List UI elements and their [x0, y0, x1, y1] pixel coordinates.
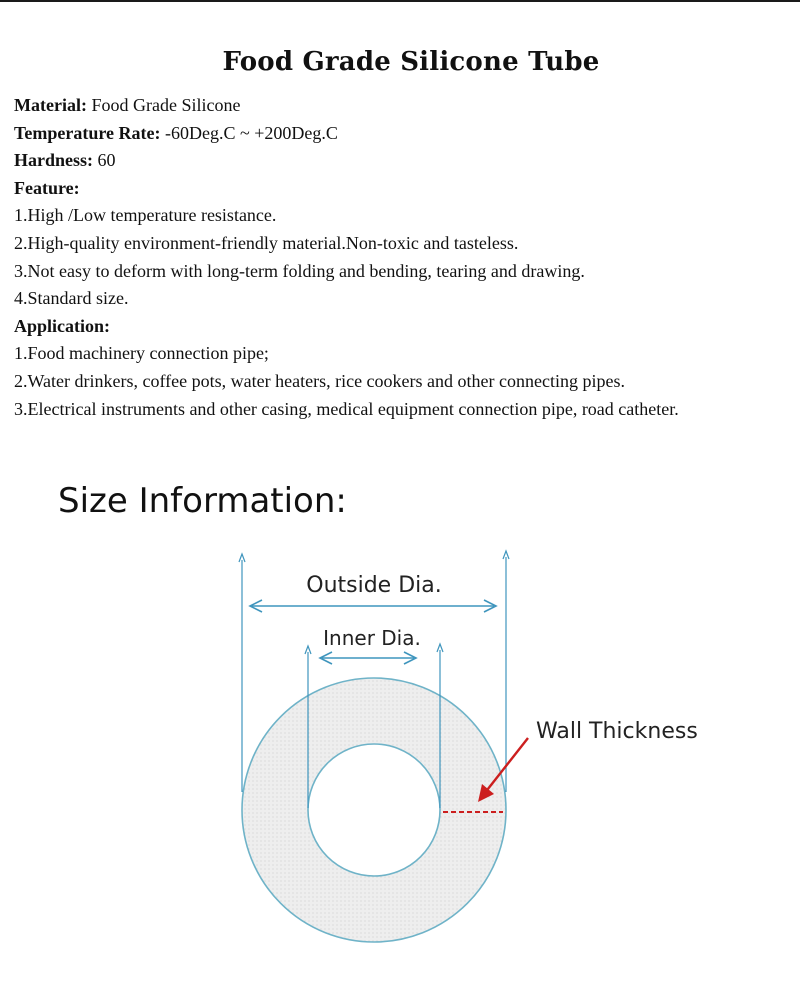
outside-dia-label: Outside Dia.	[306, 573, 442, 598]
wall-thickness-label: Wall Thickness	[536, 719, 698, 744]
spec-material-label: Material:	[14, 95, 87, 115]
application-item: 2.Water drinkers, coffee pots, water heaters, rice cookers and other connecting pipes.	[14, 370, 625, 391]
feature-item: 4.Standard size.	[14, 288, 129, 309]
feature-item: 3.Not easy to deform with long-term folding and bending, tearing and drawing.	[14, 260, 585, 281]
spec-material-value: Food Grade Silicone	[86, 95, 241, 115]
spec-hardness-value: 60	[93, 150, 116, 171]
feature-item: 2.High-quality environment-friendly material.Non-toxic and tasteless.	[14, 232, 519, 253]
spec-temperature-value: -60Deg.C ~ +200Deg.C	[160, 122, 338, 143]
feature-item: 1.High /Low temperature resistance.	[14, 205, 277, 226]
outside-dia-dimension	[250, 600, 496, 612]
application-item: 3.Electrical instruments and other casing, medical equipment connection pipe, road catheter.	[14, 398, 679, 419]
page-title: Food Grade Silicone Tube	[222, 47, 600, 77]
feature-heading: Feature:	[14, 177, 80, 198]
spec-hardness-label: Hardness:	[14, 150, 94, 171]
size-information-heading: Size Information:	[58, 481, 347, 521]
inner-dia-label: Inner Dia.	[323, 626, 421, 650]
application-item: 1.Food machinery connection pipe;	[14, 343, 269, 364]
inner-dia-dimension	[320, 652, 416, 664]
application-heading: Application:	[14, 315, 111, 336]
tube-wall-ring	[242, 678, 506, 942]
spec-temperature-label: Temperature Rate:	[14, 122, 161, 143]
